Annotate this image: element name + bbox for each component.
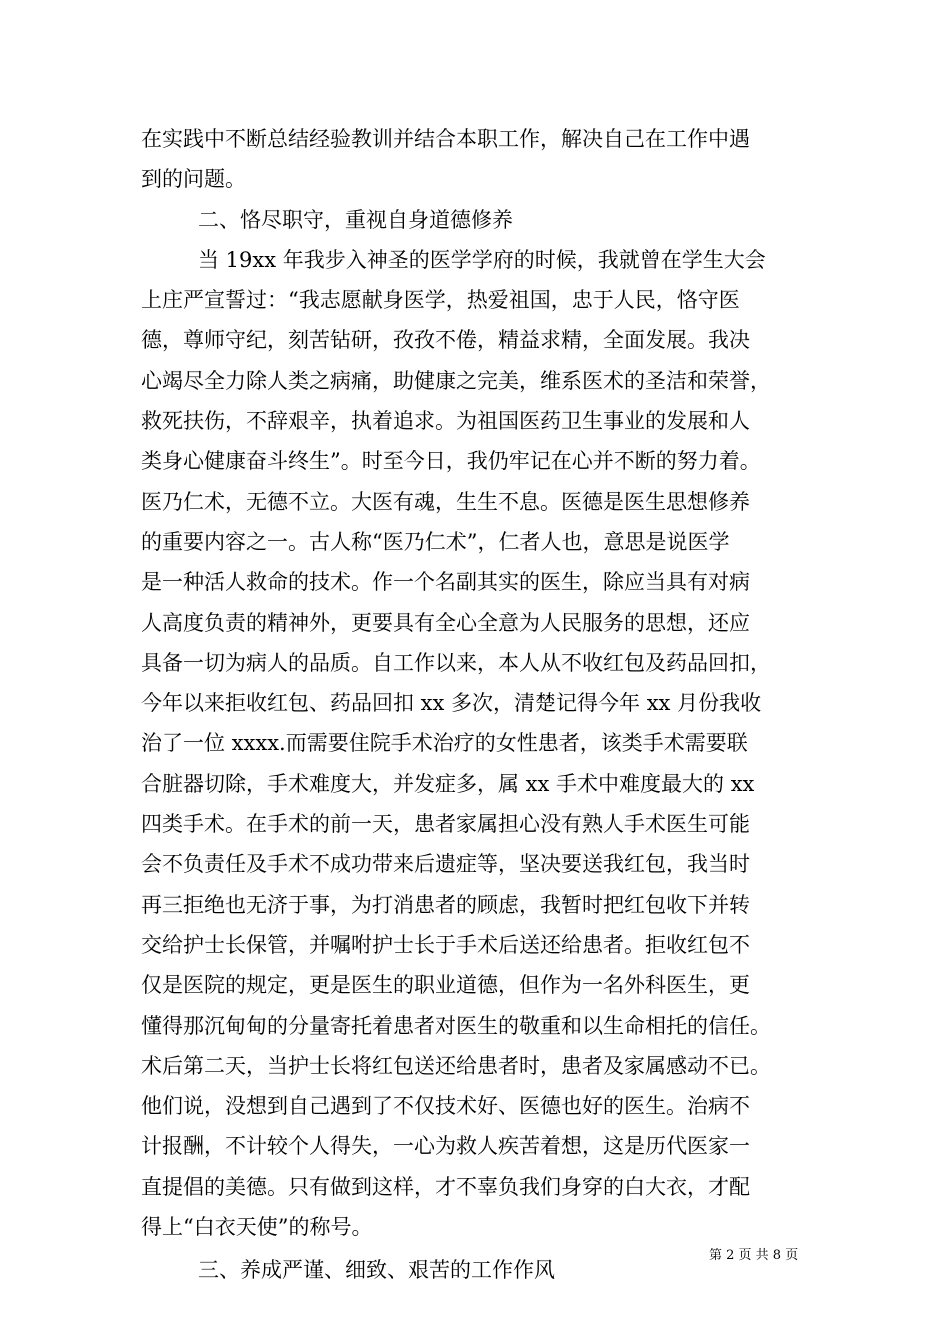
text-line: 计报酬，不计较个人得失，一心为救人疾苦着想，这是历代医家一 [141, 1134, 750, 1159]
text-line: 懂得那沉甸甸的分量寄托着患者对医生的敬重和以生命相托的信任。 [141, 1013, 771, 1038]
text-line: 合脏器切除，手术难度大，并发症多，属 xx 手术中难度最大的 xx [141, 771, 755, 796]
text-line: 到的问题。 [141, 167, 246, 192]
text-line: 人高度负责的精神外，更要具有全心全意为人民服务的思想，还应 [141, 610, 750, 635]
text-line: 今年以来拒收红包、药品回扣 xx 多次，清楚记得今年 xx 月份我收 [141, 691, 762, 716]
text-line: 救死扶伤，不辞艰辛，执着追求。为祖国医药卫生事业的发展和人 [141, 409, 750, 434]
text-line: 在实践中不断总结经验教训并结合本职工作，解决自己在工作中遇 [141, 127, 750, 151]
text-line: 上庄严宣誓过：“我志愿献身医学，热爱祖国，忠于人民，恪守医 [141, 288, 740, 313]
text-line: 类身心健康奋斗终生”。时至今日，我仍牢记在心并不断的努力着。 [141, 449, 761, 474]
text-line: 直提倡的美德。只有做到这样，才不辜负我们身穿的白大衣，才配 [141, 1174, 750, 1199]
text-line: 具备一切为病人的品质。自工作以来，本人从不收红包及药品回扣， [141, 650, 771, 675]
section-heading: 三、养成严谨、细致、艰苦的工作作风 [198, 1258, 555, 1283]
text-line: 德，尊师守纪，刻苦钻研，孜孜不倦，精益求精，全面发展。我决 [141, 328, 750, 353]
text-line: 医乃仁术，无德不立。大医有魂，生生不息。医德是医生思想修养 [141, 489, 750, 514]
text-line: 治了一位 xxxx.而需要住院手术治疗的女性患者，该类手术需要联 [141, 731, 748, 756]
text-line: 会不负责任及手术不成功带来后遗症等，坚决要送我红包，我当时 [141, 852, 750, 877]
text-line: 四类手术。在手术的前一天，患者家属担心没有熟人手术医生可能 [141, 812, 750, 837]
text-line: 术后第二天，当护士长将红包送还给患者时，患者及家属感动不已。 [141, 1053, 771, 1078]
text-line: 仅是医院的规定，更是医生的职业道德，但作为一名外科医生，更 [141, 973, 750, 998]
section-heading: 二、恪尽职守，重视自身道德修养 [198, 207, 513, 232]
text-line: 他们说，没想到自己遇到了不仅技术好、医德也好的医生。治病不 [141, 1094, 750, 1119]
document-body [141, 119, 813, 1291]
page-number-footer: 第 2 页 共 8 页 [709, 1248, 799, 1263]
text-line: 是一种活人救命的技术。作一个名副其实的医生，除应当具有对病 [141, 570, 750, 595]
text-line: 心竭尽全力除人类之病痛，助健康之完美，维系医术的圣洁和荣誉， [141, 368, 771, 393]
text-line: 交给护士长保管，并嘱咐护士长于手术后送还给患者。拒收红包不 [141, 932, 750, 957]
text-line: 得上“白衣天使”的称号。 [141, 1215, 373, 1240]
text-line: 当 19xx 年我步入神圣的医学学府的时候，我就曾在学生大会 [198, 247, 766, 272]
text-line: 再三拒绝也无济于事，为打消患者的顾虑，我暂时把红包收下并转 [141, 892, 750, 917]
text-line: 的重要内容之一。古人称“医乃仁术”，仁者人也，意思是说医学 [141, 529, 730, 554]
